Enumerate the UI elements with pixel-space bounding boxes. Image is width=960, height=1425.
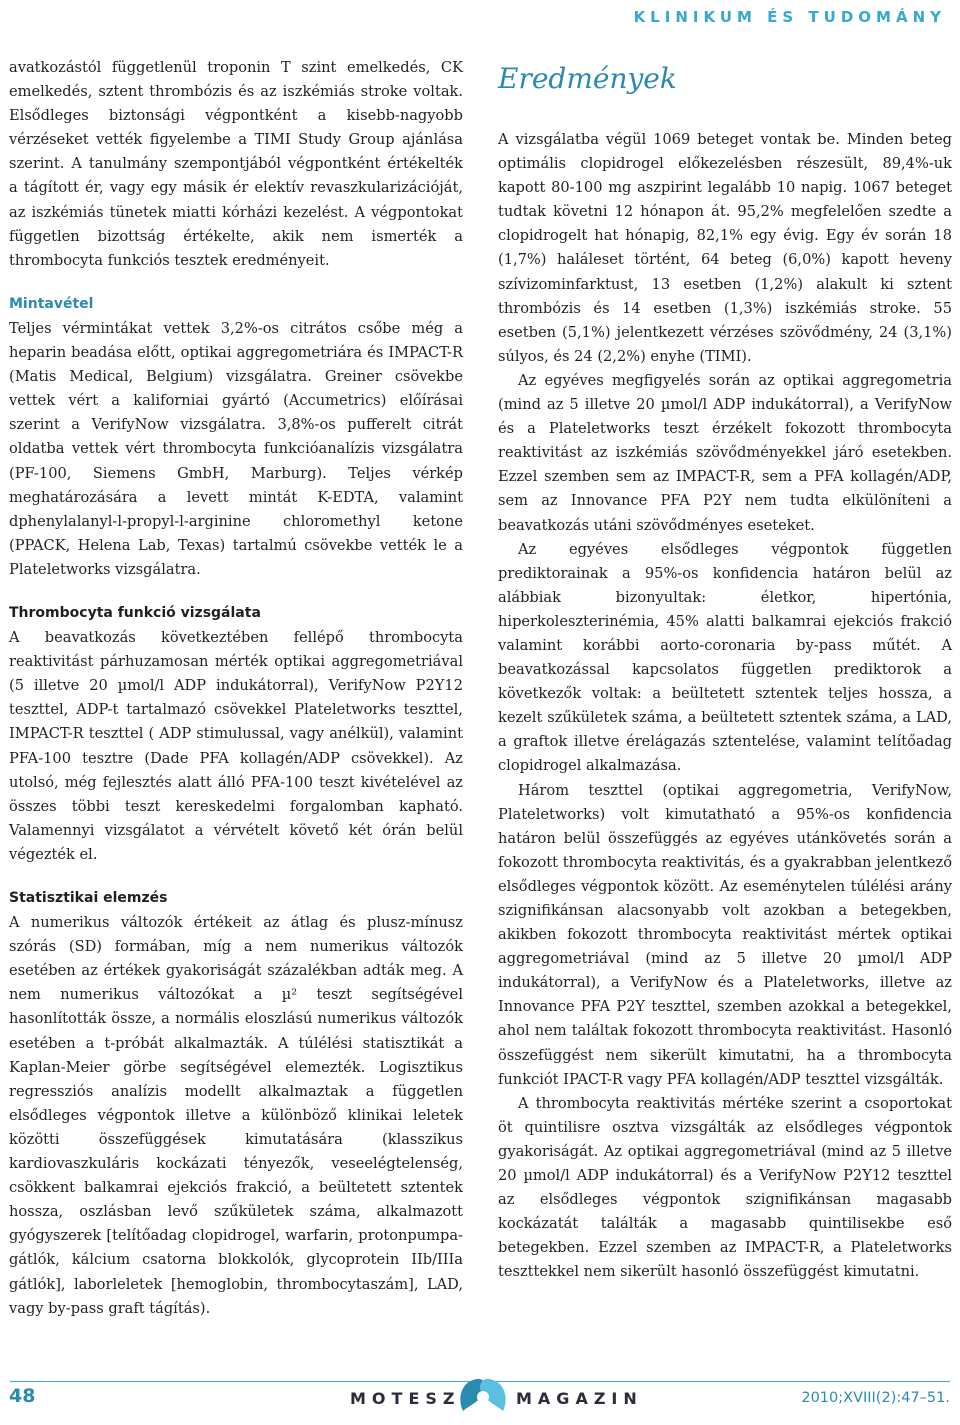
intro-paragraph: avatkozástól függetlenül troponin T szint emelkedés, CK emelkedés, sztent thrombózis és az iszkémiás stroke voltak. Elsődleges biztonsági végpontként a kisebb-nagyobb vérzéseket vették figyelembe a TIMI Study Group ajánlása szerint. A tanulmány szempontjából végpontként értékelték a tágított ér, vagy egy másik ér elektív revaszkularizációját, az iszkémiás tünetek miatti kórházi kezelést. A végpontokat független bizottság értékelte, akik nem ismerték a thrombocyta funkciós tesztek eredményeit. — [9, 59, 463, 269]
thrombocyta-paragraph: A beavatkozás következtében fellépő thrombocyta reaktivitást párhuzamosan mérték optikai aggregometriával (5 illetve 20 µmol/l ADP indukátorral), VerifyNow P2Y12 teszttel, ADP-t tartalmazó csövekkel Plateletworks teszttel, IMPACT-R teszttel ( ADP stimulussal, vagy anélkül), valamint PFA-100 tesztre (Dade PFA kollagén/ADP csövekkel). Az utolsó, még fejlesztés alatt álló PFA-100 teszt kivételével az összes többi teszt kereskedelmi forgalomban kapható. Valamennyi vizsgálatot a vérvételt követő két órán belül végezték el. — [9, 629, 463, 863]
page-number: 48 — [9, 1385, 36, 1407]
results-paragraph-2: Az egyéves megfigyelés során az optikai aggregometria (mind az 5 illetve 20 µmol/l ADP indukátorral), a VerifyNow és a Plateletworks teszt érzékelt fokozott thrombocyta reaktivitást az iszkémiás szövődményekkel járó esetekben. Ezzel szemben sem az IMPACT-R, sem a PFA kollagén/ADP, sem az Innovance PFA P2Y nem tudta elkülöníteni a beavatkozás utáni szövődményes eseteket. — [498, 371, 952, 534]
thrombocyta-heading: Thrombocyta funkció vizsgálata — [9, 604, 261, 621]
brand-magazin: MAGAZIN — [516, 1389, 643, 1408]
journal-citation: 2010;XVIII(2):47–51. — [801, 1390, 950, 1406]
results-paragraph-5: A thrombocyta reaktivitás mértéke szerint a csoportokat öt quintilisre osztva vizsgálták az elsődleges végpontok gyakoriságát. Az optikai aggregometriával (mind az 5 illetve 20 µmol/l ADP indukátorral) és a VerifyNow P2Y12 teszttel az elsődleges végpontok szignifikánsan magasabb kockázatát találták a magasabb quintilisekbe eső betegekben. Ezzel szemben az IMPACT-R, a Plateletworks teszttekkel nem sikerült hasonló összefüggést kimutatni. — [498, 1094, 952, 1281]
results-paragraph-1: A vizsgálatba végül 1069 beteget vontak be. Minden beteg optimális clopidrogel előkezelésben részesült, 89,4%-uk kapott 80-100 mg aszpirint legalább 10 napig. 1067 beteget tudtak követni 12 hónapon át. 95,2% megfelelően szedte a clopidrogelt hat hónapig, 82,1% egy évig. Egy év során 18 (1,7%) haláleset történt, 64 beteg (6,0%) kapott heveny szívizominfarktust, 13 esetben (1,2%) alakult ki sztent thrombózis és 14 esetben (1,3%) iszkémiás stroke. 55 esetben (5,1%) jelentkezett vérzéses szövődmény, 24 (3,1%) súlyos, és 24 (2,2%) enyhe (TIMI). — [498, 131, 952, 365]
statisztika-heading: Statisztikai elemzés — [9, 890, 168, 906]
statisztika-paragraph: A numerikus változók értékeit az átlag és plusz-mínusz szórás (SD) formában, míg a nem numerikus változók esetében az értékek gyakoriságát százalékban adták meg. A nem numerikus változókat a µ² teszt segítségével hasonlították össze, a normális eloszlású numerikus változók esetében a t-próbát alkalmazták. A túlélési statisztikát a Kaplan-Meier görbe segítségével elemezték. Logisztikus regressziós analízis modellt alkalmaztak a független elsődleges végpontok illetve a különböző klinikai leletek közötti összefüggések kimutatására (klasszikus kardiovaszkuláris kockázati tényezők, veseelégtelenség, csökkent balkamrai ejekciós frakció, a beültetett sztentek hossza, oszlásban levő szűkületek száma, alkalmazott gyógyszerek [telítőadag clopidrogel, warfarin, protonpumpa-gátlók, kálcium csatorna blokkolók, glycoprotein IIb/IIIa gátlók], laborleletek [hemoglobin, thrombocytaszám], LAD, vagy by-pass graft tágítás). — [9, 914, 463, 1317]
eredmenyek-heading: Eredmények — [498, 62, 677, 95]
left-column — [9, 56, 463, 1321]
mintavetel-heading: Mintavétel — [9, 295, 94, 312]
results-paragraph-3: Az egyéves elsődleges végpontok független prediktorainak a 95%-os konfidencia határon belül az alábbiak bizonyultak: életkor, hipertónia, hiperkoleszterinémia, 45% alatti balkamrai ejekciós frakció valamint korábbi aorto-coronaria by-pass műtét. A beavatkozással kapcsolatos független prediktorok a következők voltak: a beültetett sztentek teljes hossza, a kezelt szűkületek száma, a beültetett sztentek száma, a LAD, a graftok illetve érelágazás sztentelése, valamint telítőadag clopidrogel alkalmazása. — [498, 540, 952, 775]
section-header: KLINIKUM ÉS TUDOMÁNY — [633, 8, 946, 26]
mintavetel-paragraph: Teljes vérmintákat vettek 3,2%-os citrátos csőbe még a heparin beadása előtt, optikai aggregometriára és IMPACT-R (Matis Medical, Belgium) vizsgálatra. Greiner csövekbe vettek vért a kaliforniai gyártó (Accumetrics) előírásai szerint a VerifyNow vizsgálatra. 3,8%-os pufferelt citrát oldatba vettek vért thrombocyta funkcióanalízis vizsgálatra (PF-100, Siemens GmbH, Marburg). Teljes vérkép meghatározására a levett mintát K-EDTA, valamint dphenylalanyl-l-propyl-l-arginine chloromethyl ketone (PPACK, Helena Lab, Texas) tartalmú csövekbe vették le a Plateletworks vizsgálatra. — [9, 319, 463, 578]
results-paragraph-4: Három teszttel (optikai aggregometria, VerifyNow, Plateletworks) volt kimutatható a 95%-os konfidencia határon belül összefüggés az egyéves utánkövetés során a fokozott thrombocyta reaktivitás, és a gyakrabban jelentkező elsődleges végpontok között. Az eseménytelen túlélési arány szignifikánsan alacsonyabb volt azokban a betegekben, akikben fokozott thrombocyta reaktivitást mértek optikai aggregometriával (mind az 5 illetve 20 µmol/l ADP indukátorral), a VerifyNow és a Plateletworks, illetve az Innovance PFA P2Y teszttel, szemben azokkal a betegekkel, ahol nem találtak fokozott thrombocyta reaktivitást. Hasonló összefüggést nem sikerült kimutatni, ha a thrombocyta funkciót IPACT-R vagy PFA kollagén/ADP teszttel vizsgálták. — [498, 781, 952, 1088]
motesz-logo-icon — [455, 1371, 511, 1421]
right-column — [498, 56, 952, 1285]
brand-motesz: MOTESZ — [350, 1389, 461, 1408]
